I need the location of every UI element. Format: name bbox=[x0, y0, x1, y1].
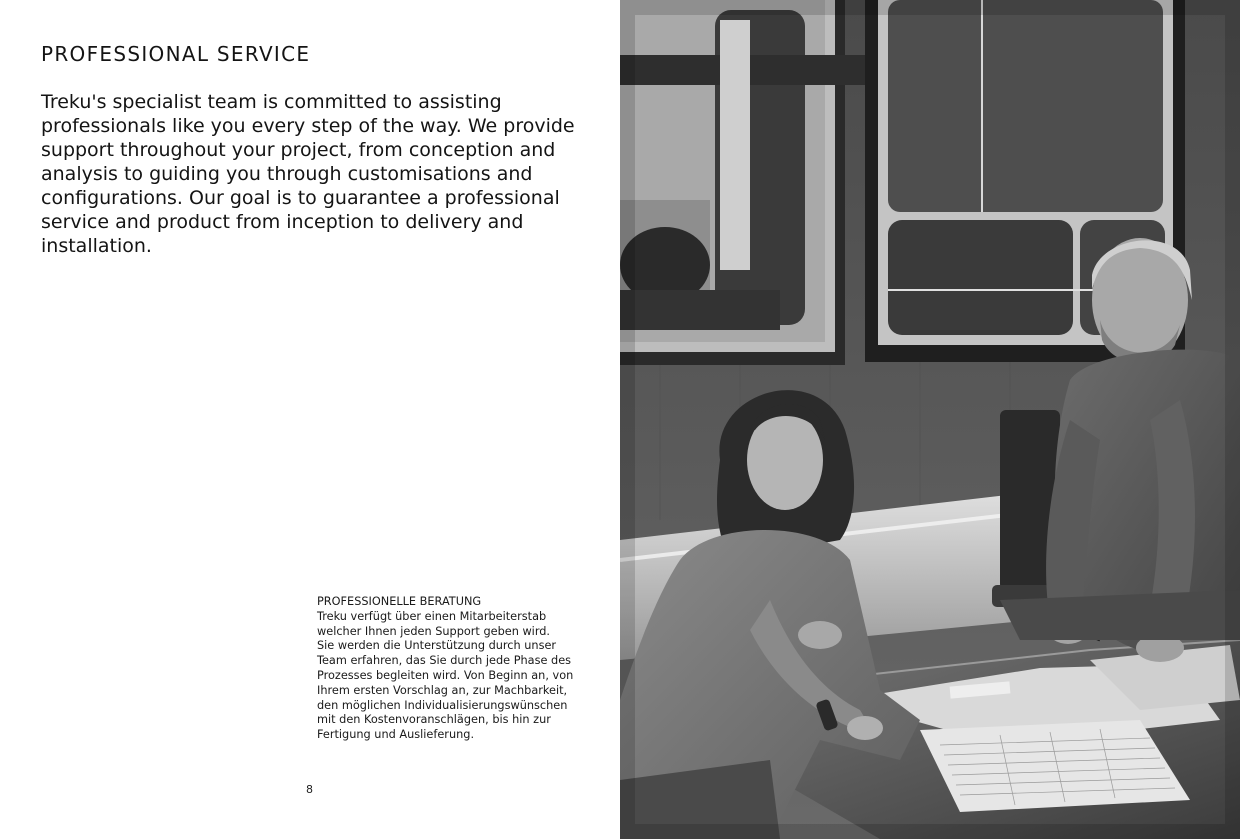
intro-line: Treku's specialist team is committed to assisting bbox=[41, 91, 502, 113]
german-line: Treku verfügt über einen Mitarbeiterstab bbox=[317, 609, 547, 623]
intro-line: support throughout your project, from conception and bbox=[41, 139, 556, 161]
intro-paragraph bbox=[41, 90, 581, 258]
intro-line: analysis to guiding you through customisations and bbox=[41, 163, 533, 185]
section-title: PROFESSIONAL SERVICE bbox=[41, 42, 311, 66]
german-line: mit den Kostenvoranschlägen, bis hin zur bbox=[317, 713, 551, 727]
intro-line: configurations. Our goal is to guarantee a professional bbox=[41, 187, 560, 209]
german-line: Ihrem ersten Vorschlag an, zur Machbarkeit, bbox=[317, 683, 568, 697]
german-line: Prozesses begleiten wird. Von Beginn an, von bbox=[317, 668, 574, 682]
page-number: 8 bbox=[306, 783, 313, 796]
german-line: den möglichen Individualisierungswünschen bbox=[317, 698, 568, 712]
german-line: welcher Ihnen jeden Support geben wird. bbox=[317, 624, 551, 638]
intro-line: installation. bbox=[41, 235, 152, 257]
german-text-block bbox=[317, 595, 607, 743]
german-line: Team erfahren, das Sie durch jede Phase des bbox=[317, 654, 572, 668]
intro-line: professionals like you every step of the way. We provide bbox=[41, 115, 575, 137]
german-title: PROFESSIONELLE BERATUNG bbox=[317, 595, 482, 608]
german-line: Sie werden die Unterstützung durch unser bbox=[317, 639, 557, 653]
intro-line: service and product from inception to delivery and bbox=[41, 211, 524, 233]
german-line: Fertigung und Auslieferung. bbox=[317, 728, 475, 742]
two-people-reviewing-plans-photo bbox=[620, 0, 1240, 839]
